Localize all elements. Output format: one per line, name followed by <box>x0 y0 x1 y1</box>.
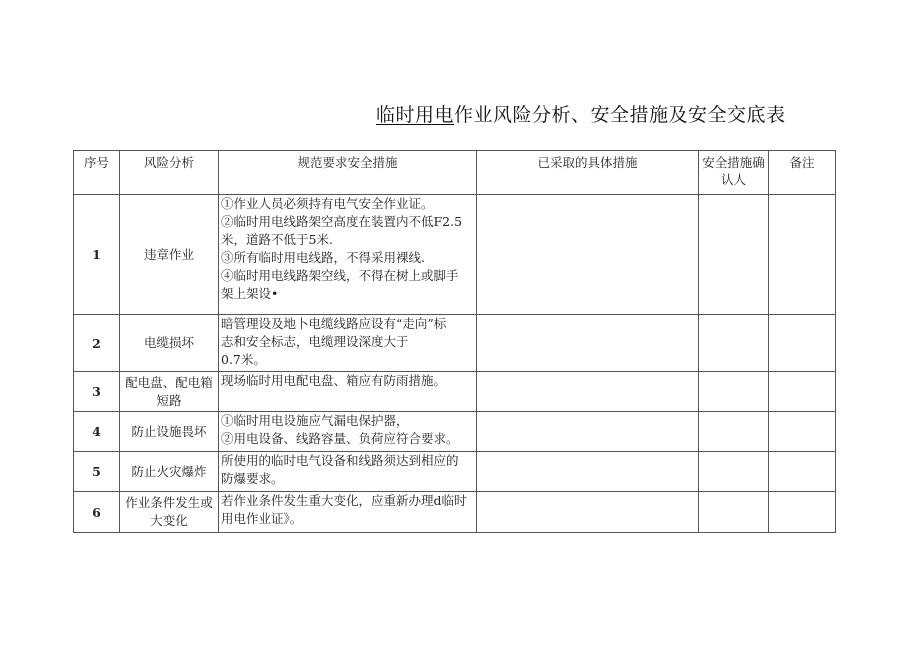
taken-measures-cell <box>477 372 699 412</box>
page-title <box>376 100 786 127</box>
confirmer-cell <box>699 372 769 412</box>
row-number: 6 <box>74 492 120 533</box>
measures-cell <box>219 315 477 372</box>
table-row <box>74 452 836 492</box>
taken-measures-cell <box>477 452 699 492</box>
risk-text: 短路 <box>156 392 182 408</box>
measures-cell <box>219 372 477 412</box>
remarks-cell <box>769 492 836 533</box>
row-number: 1 <box>74 195 120 315</box>
taken-measures-cell <box>477 412 699 452</box>
table-row <box>74 492 836 533</box>
risk-cell <box>120 452 219 492</box>
measure-line: 防爆要求。 <box>221 471 284 486</box>
confirmer-cell <box>699 492 769 533</box>
remarks-cell <box>769 412 836 452</box>
measure-line: 现场临时用电配电盘、箱应有防雨措施。 <box>221 373 447 388</box>
measures-cell <box>219 412 477 452</box>
remarks-cell <box>769 315 836 372</box>
header-risk: 风险分析 <box>120 151 219 195</box>
risk-text: 作业条件发生或 <box>125 495 213 510</box>
table-row <box>74 195 836 315</box>
remarks-cell <box>769 195 836 315</box>
measure-line: 若作业条件发生重大变化，应重新办理d临时 <box>221 493 467 508</box>
measure-line: 架上架设• <box>221 286 279 301</box>
measure-line: ①临时用电设施应气漏电保护器， <box>221 413 409 428</box>
confirmer-cell <box>699 412 769 452</box>
measure-line: 米，道路不低于5米. <box>221 232 333 247</box>
header-seq: 序号 <box>74 151 120 195</box>
header-row <box>74 151 836 195</box>
table-row <box>74 315 836 372</box>
title-rest: 作业风险分析、安全措施及安全交底表 <box>454 104 786 126</box>
header-remarks: 备注 <box>769 151 836 195</box>
measure-line: 0.7米。 <box>221 352 266 367</box>
risk-text: 防止火灾爆炸 <box>131 463 207 479</box>
table-row <box>74 412 836 452</box>
row-number: 5 <box>74 452 120 492</box>
confirmer-cell <box>699 452 769 492</box>
taken-measures-cell <box>477 195 699 315</box>
confirmer-cell <box>699 315 769 372</box>
risk-analysis-table <box>73 150 836 533</box>
risk-text: 防止设施畏坏 <box>131 423 207 439</box>
header-required-measures: 规范要求安全措施 <box>219 151 477 195</box>
title-underlined: 临时用电 <box>376 104 455 126</box>
header-taken-measures: 已采取的具体措施 <box>477 151 699 195</box>
confirmer-cell <box>699 195 769 315</box>
risk-text: 电缆损坏 <box>143 335 194 350</box>
row-number: 2 <box>74 315 120 372</box>
risk-cell <box>120 315 219 372</box>
measures-cell <box>219 195 477 315</box>
risk-cell <box>120 492 219 533</box>
risk-cell <box>120 412 219 452</box>
measure-line: 志和安全标志，电缆理设深度大于 <box>221 334 409 349</box>
measure-line: ②临时用电线路架空高度在装置内不低F2.5 <box>221 214 463 229</box>
measure-line: 暗管理设及地卜电缆线路应设有“走向”标 <box>221 316 447 331</box>
risk-text: 违章作业 <box>143 246 194 262</box>
measure-line: ②用电设备、线路容量、负荷应符合要求。 <box>221 431 459 446</box>
risk-cell <box>120 372 219 412</box>
measure-line: 用电作业证》。 <box>221 511 303 526</box>
risk-cell <box>120 195 219 315</box>
table-row <box>74 372 836 412</box>
measures-cell <box>219 452 477 492</box>
measure-line: ①作业人员必须持有电气安全作业证。 <box>221 196 434 211</box>
risk-text: 大变化 <box>150 513 188 528</box>
measures-cell <box>219 492 477 533</box>
header-confirmer: 安全措施确认人 <box>699 151 769 195</box>
measure-line: 所使用的临时电气设备和线路须达到相应的 <box>221 453 459 468</box>
risk-text: 配电盘、配电箱 <box>125 374 213 390</box>
taken-measures-cell <box>477 492 699 533</box>
row-number: 4 <box>74 412 120 452</box>
remarks-cell <box>769 372 836 412</box>
measure-line: ④临时用电线路架空线，不得在树上或脚手 <box>221 268 459 283</box>
measure-line: ③所有临时用电线路，不得采用裸线. <box>221 250 425 265</box>
remarks-cell <box>769 452 836 492</box>
row-number: 3 <box>74 372 120 412</box>
taken-measures-cell <box>477 315 699 372</box>
